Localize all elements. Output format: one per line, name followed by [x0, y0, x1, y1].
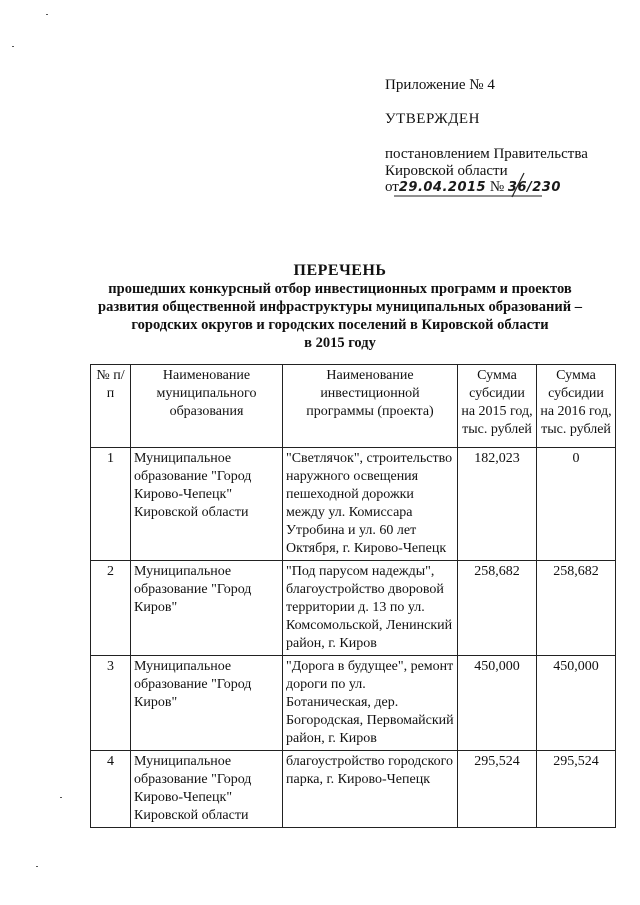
number-prefix: №: [489, 179, 505, 195]
row-num: 2: [91, 561, 131, 656]
handwritten-date: 29.04.2015: [398, 180, 487, 195]
row-program: "Под парусом надежды", благоустройство дворовой территории д. 13 по ул. Комсомольской, Ленинский район, г. Киров: [283, 561, 458, 656]
title-main: ПЕРЕЧЕНЬ: [293, 262, 387, 279]
scan-speck: [36, 866, 38, 867]
row-sum-2016: 295,524: [537, 751, 616, 828]
header-num: № п/п: [91, 365, 131, 448]
appendix-label: Приложение № 4: [385, 77, 495, 93]
header-sum-2015: Сумма субсидии на 2015 год, тыс. рублей: [458, 365, 537, 448]
approved-label: УТВЕРЖДЕН: [385, 111, 480, 127]
row-num: 1: [91, 448, 131, 561]
approved-by-line2: Кировской области: [385, 163, 508, 179]
row-num: 3: [91, 656, 131, 751]
table-row: [91, 656, 616, 751]
row-sum-2015: 450,000: [458, 656, 537, 751]
table-row: [91, 751, 616, 828]
table-header-row: [91, 365, 616, 448]
investment-programs-table: [90, 364, 616, 828]
row-sum-2016: 0: [537, 448, 616, 561]
row-municipality: Муниципальное образование "Город Киров": [131, 561, 283, 656]
title-line: прошедших конкурсный отбор инвестиционных программ и проектов: [108, 281, 572, 297]
scan-speck: [46, 14, 48, 15]
row-municipality: Муниципальное образование "Город Киров": [131, 656, 283, 751]
header-sum-2016: Сумма субсидии на 2016 год, тыс. рублей: [537, 365, 616, 448]
header-municipality: Наименование муниципального образования: [131, 365, 283, 448]
title-line: городских округов и городских поселений в Кировской области: [131, 317, 549, 333]
title-line: в 2015 году: [304, 335, 376, 351]
handwritten-number: 36/230: [507, 180, 561, 195]
row-program: "Дорога в будущее", ремонт дороги по ул. Ботаническая, дер. Богородская, Первомайский район, г. Киров: [283, 656, 458, 751]
row-sum-2015: 295,524: [458, 751, 537, 828]
table-row: [91, 448, 616, 561]
row-sum-2016: 258,682: [537, 561, 616, 656]
table-row: [91, 561, 616, 656]
row-municipality: Муниципальное образование "Город Кирово-Чепецк" Кировской области: [131, 751, 283, 828]
row-sum-2015: 258,682: [458, 561, 537, 656]
scan-speck: [12, 46, 14, 47]
row-sum-2015: 182,023: [458, 448, 537, 561]
document-title: [60, 262, 620, 352]
approved-by-line1: постановлением Правительства: [385, 146, 588, 162]
row-sum-2016: 450,000: [537, 656, 616, 751]
handwritten-underline: [392, 170, 582, 200]
scan-speck: [60, 797, 62, 798]
row-program: "Светлячок", строительство наружного освещения пешеходной дорожки между ул. Комиссара Утробина и ул. 60 лет Октября, г. Кирово-Чепецк: [283, 448, 458, 561]
title-line: развития общественной инфраструктуры муниципальных образований –: [98, 299, 582, 315]
header-program: Наименование инвестиционной программы (проекта): [283, 365, 458, 448]
row-num: 4: [91, 751, 131, 828]
from-prefix: от: [385, 179, 399, 195]
row-program: благоустройство городского парка, г. Кирово-Чепецк: [283, 751, 458, 828]
row-municipality: Муниципальное образование "Город Кирово-Чепецк" Кировской области: [131, 448, 283, 561]
